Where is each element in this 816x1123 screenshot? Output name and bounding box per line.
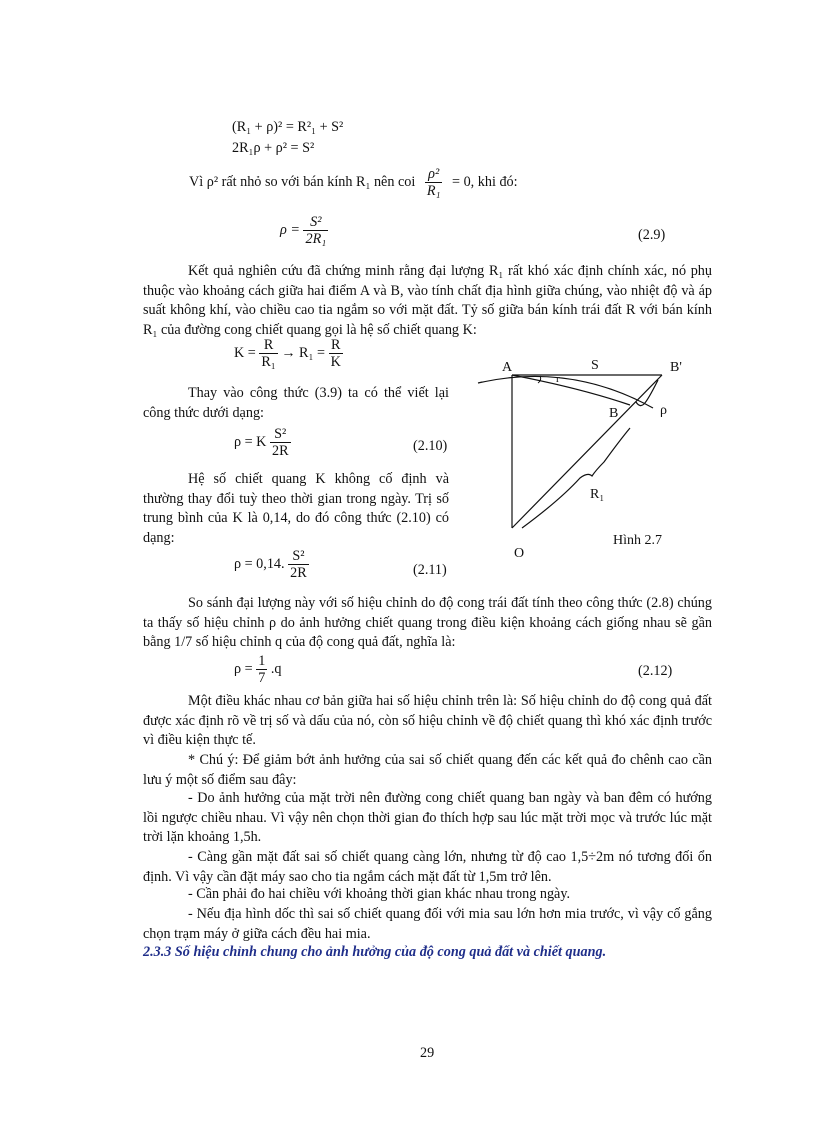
figure-caption: Hình 2.7 <box>613 533 662 548</box>
fraction-numerator: 1 <box>258 653 266 669</box>
fraction-numerator: S² <box>270 426 291 443</box>
equation-2-9 <box>280 214 328 247</box>
fraction-denominator: 2R <box>290 565 307 581</box>
fraction-denominator: 2R₁ <box>305 231 327 247</box>
eq-tail: .q <box>270 661 282 677</box>
fraction-numerator: S² <box>303 214 328 231</box>
label-rho: ρ <box>660 403 667 418</box>
fraction-numerator: ρ² <box>425 166 443 183</box>
fraction-numerator: R <box>259 337 277 354</box>
section-heading: 2.3.3 Số hiệu chỉnh chung cho ảnh hưởng của độ cong quả đất và chiết quang. <box>143 944 607 960</box>
eq-lhs: ρ = 0,14. <box>234 556 285 572</box>
label-b: B <box>609 406 619 421</box>
figure-2-7-diagram <box>470 350 690 560</box>
paragraph: Hệ số chiết quang K không cố định và thường thay đổi tuỳ theo thời gian trong ngày. Trị số trung bình của K là 0,14, do đó công thức (2.10) có dạng: <box>143 471 449 546</box>
paragraph: * Chú ý: Để giảm bớt ảnh hưởng của sai số chiết quang đến các kết quả đo chênh cao cần lưu ý một số điểm sau đây: <box>143 752 712 788</box>
fraction-denominator: 2R <box>271 443 289 459</box>
label-b-prime: B' <box>670 360 682 375</box>
page-number: 29 <box>420 1045 435 1061</box>
eq-fraction <box>256 653 267 686</box>
radius-line-oblique <box>512 375 662 528</box>
eq-lhs: ρ = K <box>234 434 267 450</box>
equation-number-2-11: (2.11) <box>413 562 447 578</box>
eq-fraction <box>303 214 328 247</box>
list-item: - Cần phải đo hai chiều với khoảng thời gian khác nhau trong ngày. <box>188 886 571 902</box>
eq-lhs: ρ = <box>280 222 300 238</box>
list-item: - Nếu địa hình dốc thì sai số chiết quang đối với mia sau lớn hơn mia trước, vì vậy cố gắng chọn trạm máy ở giữa cách đều hai mia. <box>143 906 712 942</box>
fraction-denominator: K <box>330 354 341 370</box>
paragraph: So sánh đại lượng này với số hiệu chỉnh do độ cong trái đất tính theo công thức (2.8) chúng ta thấy số hiệu chỉnh ρ do ảnh hưởng chiết quang trong điều kiện khoảng cách giống nhau sẽ gần bằng 1/7 số hiệu chỉnh q của độ cong quả đất, nghĩa là: <box>143 595 712 650</box>
line-vi-text: Vì ρ² rất nhỏ so với bán kính R₁ nên coi <box>189 174 416 190</box>
label-o: O <box>514 546 525 561</box>
equation-a: (R₁ + ρ)² = R²₁ + S² <box>232 119 344 135</box>
equation-number-2-12: (2.12) <box>638 663 673 679</box>
equation-k <box>234 337 343 370</box>
eq-lhs: ρ = <box>234 661 253 677</box>
paragraph: Kết quả nghiên cứu đã chứng minh rằng đại lượng R₁ rất khó xác định chính xác, nó phụ thuộc vào khoảng cách giữa hai điểm A và B, vào tính chất địa hình giữa chúng, vào nhiệt độ và áp suất không khí, vào chiều cao tia ngắm so với mặt đất. Tỷ số giữa bán kính trái đất R với bán kính R₁ của đường cong chiết quang gọi là hệ số chiết quang K: <box>143 263 712 338</box>
eq-fraction <box>259 337 277 370</box>
eq-lhs: K = <box>234 345 256 361</box>
list-item: - Càng gần mặt đất sai số chiết quang càng lớn, nhưng từ độ cao 1,5÷2m nó tương đối ổn định. Vì vậy cần đặt máy sao cho tia ngắm cách mặt đất từ 1,5m trở lên. <box>143 849 712 885</box>
label-r1: R₁ <box>590 487 605 502</box>
equation-number-2-9: (2.9) <box>638 227 666 243</box>
label-s: S <box>591 358 599 373</box>
fraction-numerator: S² <box>288 548 309 565</box>
eq-arrow: → R₁ = <box>281 345 326 361</box>
equation-b: 2R₁ρ + ρ² = S² <box>232 140 315 156</box>
fraction-numerator: R <box>329 337 343 354</box>
equation-2-12 <box>234 653 281 686</box>
r1-brace <box>522 428 630 528</box>
line-vi-fraction <box>425 166 443 199</box>
line-vi-tail: = 0, khi đó: <box>452 174 518 190</box>
fraction-denominator: 7 <box>258 670 266 686</box>
paragraph: Một điều khác nhau cơ bản giữa hai số hiệu chỉnh trên là: Số hiệu chỉnh do độ cong quả đất được xác định rõ về trị số và dấu của nó, còn số hiệu chỉnh về độ chiết quang thì khó xác định trước vì điều kiện thực tế. <box>143 693 712 748</box>
earth-surface-arc <box>478 376 653 408</box>
fraction-denominator: R₁ <box>261 354 276 370</box>
equation-number-2-10: (2.10) <box>413 438 448 454</box>
rho-brace <box>636 380 658 406</box>
label-a: A <box>502 360 513 375</box>
eq-fraction <box>329 337 343 370</box>
eq-fraction <box>270 426 291 459</box>
paragraph: Thay vào công thức (3.9) ta có thể viết lại công thức dưới dạng: <box>143 385 449 421</box>
line-vi <box>189 166 518 199</box>
list-item: - Do ảnh hưởng của mặt trời nên đường cong chiết quang ban ngày và ban đêm có hướng lồi ngược chiều nhau. Vì vậy nên chọn thời gian đo thích hợp sau lúc mặt trời mọc và trước lúc mặt trời lặn khoảng 1,5h. <box>143 790 712 845</box>
equation-2-10 <box>234 426 291 459</box>
fraction-denominator: R₁ <box>426 183 441 199</box>
label-r: r <box>556 373 560 385</box>
equation-2-11 <box>234 548 309 581</box>
eq-fraction <box>288 548 309 581</box>
